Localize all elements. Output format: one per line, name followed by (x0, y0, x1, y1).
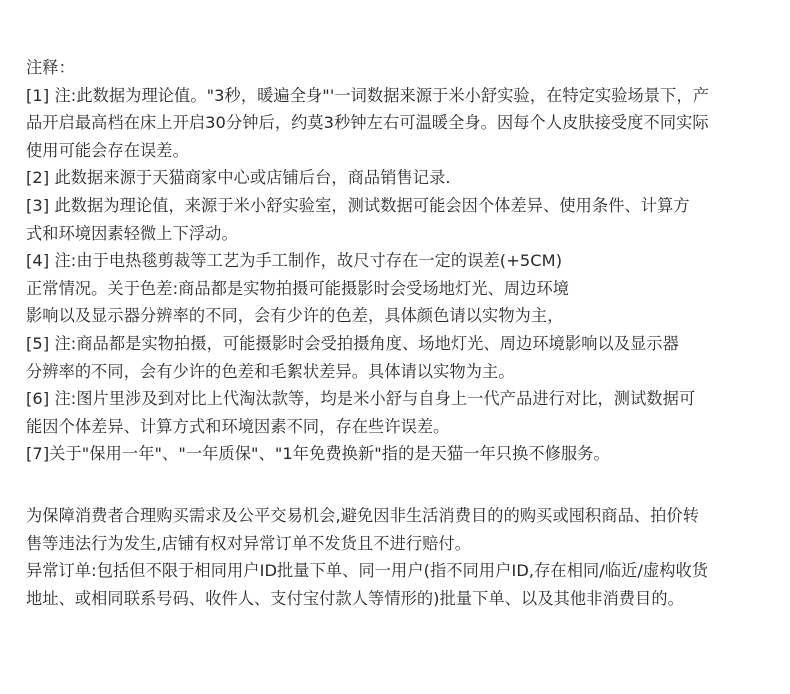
note-line: [4] 注:由于电热毯剪裁等工艺为手工制作，故尺寸存在一定的误差(+5CM) (26, 251, 563, 271)
note-line: [7]关于"保用一年"、"一年质保"、"1年免费换新"指的是天猫一年只换不修服务。 (26, 444, 610, 464)
notes-heading: 注释： (26, 58, 75, 77)
note-line: [1] 注:此数据为理论值。"3秒，暖遍全身"'一词数据来源于米小舒实验，在特定实验场景下，产 (26, 85, 709, 105)
policy-line: 地址、或相同联系号码、收件人、支付宝付款人等情形的)批量下单、以及其他非消费目的。 (26, 588, 684, 608)
note-line: 正常情况。关于色差:商品都是实物拍摄可能摄影时会受场地灯光、周边环境 (26, 278, 570, 298)
note-line: 使用可能会存在误差。 (26, 140, 189, 160)
note-line: 式和环境因素轻微上下浮动。 (26, 223, 238, 243)
note-line: 分辨率的不同，会有少许的色差和毛絮状差异。具体请以实物为主。 (26, 361, 515, 381)
policy-line: 为保障消费者合理购买需求及公平交易机会,避免因非生活消费目的的购买或囤积商品、拍价转 (26, 505, 700, 525)
note-line: [2] 此数据来源于天猫商家中心或店铺后台，商品销售记录. (26, 168, 451, 188)
policy-line: 异常订单:包括但不限于相同用户ID批量下单、同一用户(指不同用户ID,存在相同/临近/虚构收货 (26, 561, 709, 581)
disclaimer-document (26, 54, 776, 612)
note-line: 能因个体差异、计算方式和环境因素不同，存在些许误差。 (26, 416, 450, 436)
policy-line: 售等违法行为发生,店铺有权对异常订单不发货且不进行赔付。 (26, 533, 472, 553)
note-line: 品开启最高档在床上开启30分钟后，约莫3秒钟左右可温暖全身。因每个人皮肤接受度不同实际 (26, 113, 709, 133)
section-gap (26, 468, 776, 502)
note-line: [5] 注:商品都是实物拍摄，可能摄影时会受拍摄角度、场地灯光、周边环境影响以及显示器 (26, 333, 679, 353)
note-line: [3] 此数据为理论值，来源于米小舒实验室，测试数据可能会因个体差异、使用条件、计算方 (26, 195, 690, 215)
note-line: 影响以及显示器分辨率的不同，会有少许的色差，具体颜色请以实物为主， (26, 306, 564, 326)
note-line: [6] 注:图片里涉及到对比上代淘汰款等，均是米小舒与自身上一代产品进行对比，测试数据可 (26, 389, 696, 409)
